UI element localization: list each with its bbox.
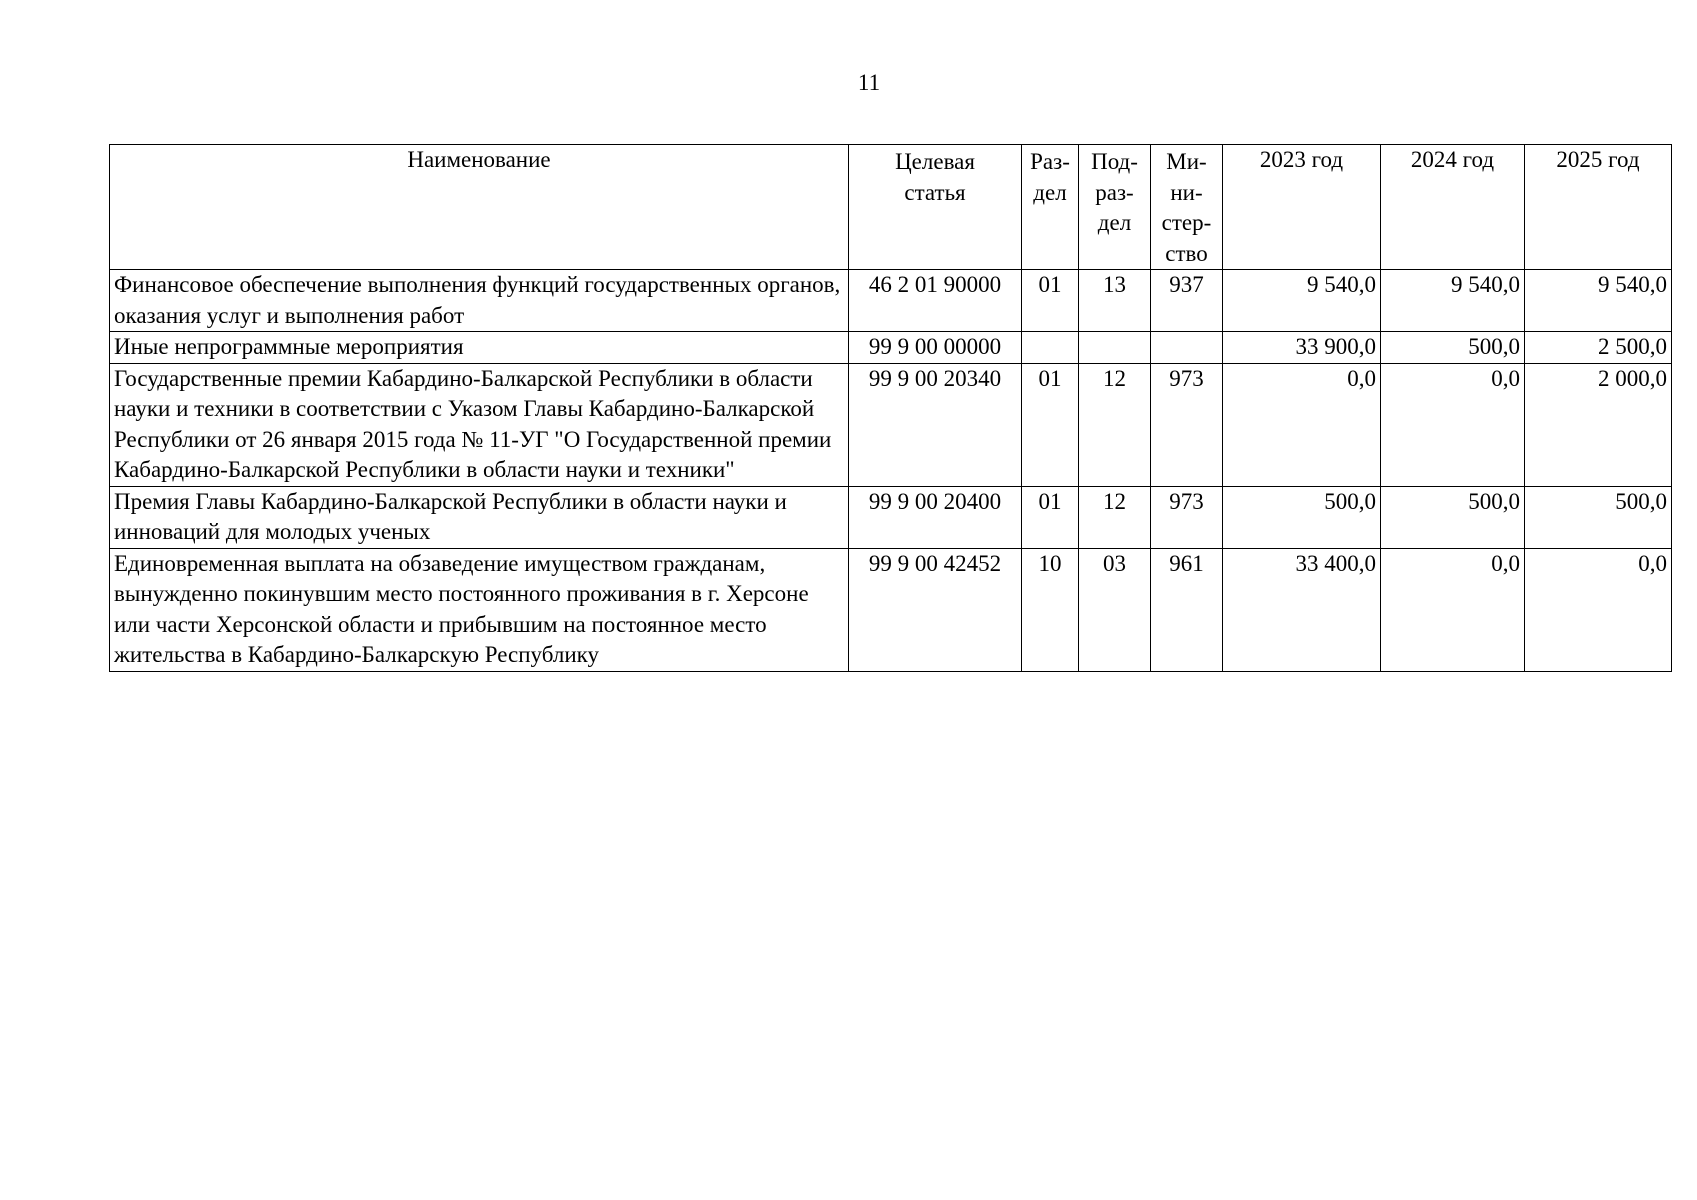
- row-2025: 2 500,0: [1525, 332, 1672, 364]
- row-2025: 9 540,0: [1525, 270, 1672, 332]
- page-number: 11: [857, 70, 881, 95]
- header-2023: 2023 год: [1223, 145, 1381, 270]
- row-code: 99 9 00 20340: [849, 363, 1022, 486]
- row-code: 46 2 01 90000: [849, 270, 1022, 332]
- row-2024: 0,0: [1381, 548, 1525, 671]
- row-2024: 9 540,0: [1381, 270, 1525, 332]
- header-ministry-text: Ми- ни- стер- ство: [1161, 149, 1212, 266]
- row-name: Государственные премии Кабардино-Балкарской Республики в области науки и техники в соответствии с Указом Главы Кабардино-Балкарской Республики от 26 января 2015 года № 11-УГ "О Государственной премии Кабардино-Балкарской Республики в области науки и техники": [110, 363, 849, 486]
- row-subsection: 13: [1079, 270, 1151, 332]
- row-code: 99 9 00 20400: [849, 486, 1022, 548]
- row-2023: 33 900,0: [1223, 332, 1381, 364]
- table-row: [110, 548, 1672, 671]
- budget-table: [109, 144, 1672, 672]
- table-row: [110, 270, 1672, 332]
- row-ministry: 961: [1151, 548, 1223, 671]
- row-2024: 500,0: [1381, 486, 1525, 548]
- table-row: [110, 486, 1672, 548]
- header-name: Наименование: [110, 145, 849, 270]
- row-section: 01: [1022, 486, 1079, 548]
- row-2023: 33 400,0: [1223, 548, 1381, 671]
- row-name: Финансовое обеспечение выполнения функций государственных органов, оказания услуг и выполнения работ: [110, 270, 849, 332]
- header-ministry: [1151, 145, 1223, 270]
- row-2023: 0,0: [1223, 363, 1381, 486]
- row-ministry: 973: [1151, 486, 1223, 548]
- row-2024: 0,0: [1381, 363, 1525, 486]
- row-2025: 0,0: [1525, 548, 1672, 671]
- row-name: Иные непрограммные мероприятия: [110, 332, 849, 364]
- row-subsection: 12: [1079, 363, 1151, 486]
- row-2025: 2 000,0: [1525, 363, 1672, 486]
- header-target-article-text: Целевая статья: [895, 149, 975, 205]
- row-name: Единовременная выплата на обзаведение имуществом гражданам, вынужденно покинувшим место постоянного проживания в г. Херсоне или части Херсонской области и прибывшим на постоянное место жительства в Кабардино-Балкарскую Республику: [110, 548, 849, 671]
- row-subsection: [1079, 332, 1151, 364]
- row-section: [1022, 332, 1079, 364]
- table-row: [110, 363, 1672, 486]
- header-subsection: [1079, 145, 1151, 270]
- header-section: [1022, 145, 1079, 270]
- row-2025: 500,0: [1525, 486, 1672, 548]
- row-code: 99 9 00 42452: [849, 548, 1022, 671]
- row-subsection: 03: [1079, 548, 1151, 671]
- row-ministry: [1151, 332, 1223, 364]
- row-section: 01: [1022, 270, 1079, 332]
- header-target-article: [849, 145, 1022, 270]
- header-section-text: Раз- дел: [1030, 149, 1070, 205]
- row-code: 99 9 00 00000: [849, 332, 1022, 364]
- header-2024: 2024 год: [1381, 145, 1525, 270]
- row-name: Премия Главы Кабардино-Балкарской Республики в области науки и инноваций для молодых ученых: [110, 486, 849, 548]
- table-header-row: [110, 145, 1672, 270]
- row-subsection: 12: [1079, 486, 1151, 548]
- header-2025: 2025 год: [1525, 145, 1672, 270]
- row-2023: 9 540,0: [1223, 270, 1381, 332]
- table-row: [110, 332, 1672, 364]
- row-section: 01: [1022, 363, 1079, 486]
- header-subsection-text: Под- раз- дел: [1091, 149, 1138, 235]
- row-section: 10: [1022, 548, 1079, 671]
- row-2023: 500,0: [1223, 486, 1381, 548]
- row-ministry: 973: [1151, 363, 1223, 486]
- row-2024: 500,0: [1381, 332, 1525, 364]
- row-ministry: 937: [1151, 270, 1223, 332]
